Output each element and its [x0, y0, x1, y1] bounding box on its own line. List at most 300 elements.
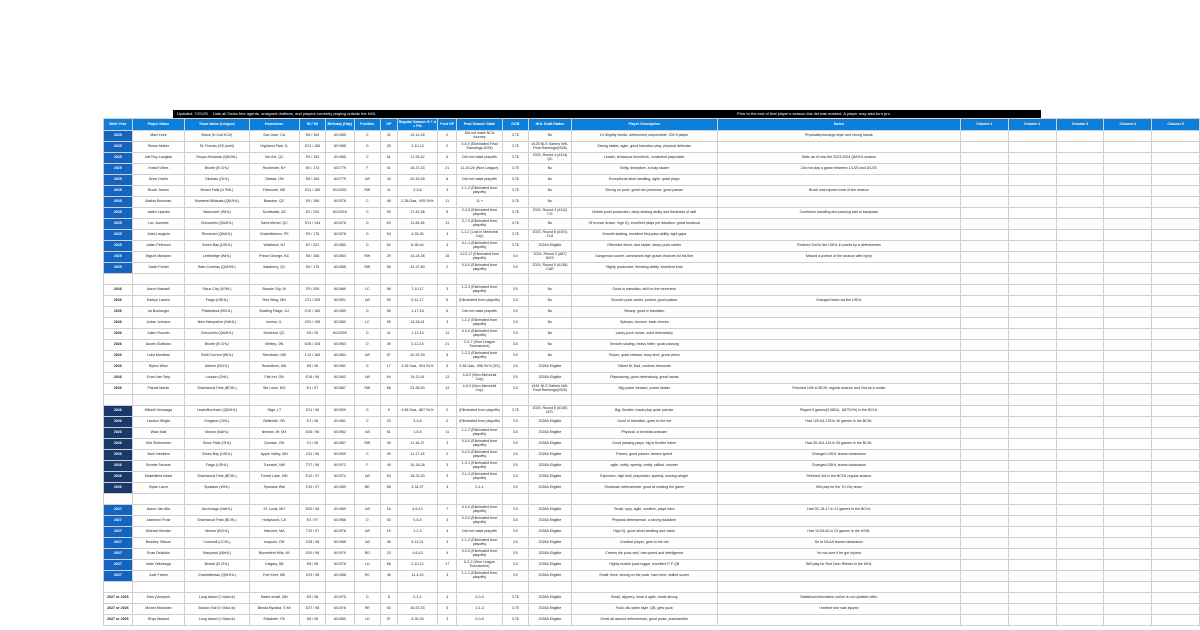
empty-cell[interactable]	[1104, 505, 1152, 516]
birth-year-cell[interactable]: 2027 or 2026	[104, 604, 133, 615]
birthday-cell[interactable]: 6/1/585	[326, 263, 355, 274]
post-gp-cell[interactable]: 11	[438, 428, 457, 439]
description-cell[interactable]: Dangerous scorer, commands high grade chances for his line	[571, 252, 717, 263]
empty-cell[interactable]	[1008, 296, 1056, 307]
draft-status-cell[interactable]: No	[528, 197, 571, 208]
description-cell[interactable]: Shutdown defenseman, good at reading the game	[571, 483, 717, 494]
team-cell[interactable]: Green Bay (USHL)	[185, 241, 249, 252]
notes-cell[interactable]: Stats as of now the 2023-2024 QMJHL season	[717, 153, 961, 164]
height-weight-cell[interactable]: 5'8 / 166	[299, 252, 325, 263]
post-stats-cell[interactable]: 2-3-5 (Eliminated from playoffs)	[457, 208, 502, 219]
empty-cell[interactable]	[1152, 340, 1200, 351]
empty-cell[interactable]	[961, 153, 1009, 164]
birthday-cell[interactable]: 6/1/576	[326, 230, 355, 241]
position-cell[interactable]: D	[354, 329, 380, 340]
dob-cell[interactable]: 3.5	[502, 362, 528, 373]
position-cell[interactable]: LW	[354, 472, 380, 483]
season-stats-cell[interactable]: 14-24-38	[397, 252, 438, 263]
post-gp-cell[interactable]: 4	[438, 483, 457, 494]
hometown-cell[interactable]: Newton JH, MX	[249, 428, 299, 439]
empty-cell[interactable]	[1152, 362, 1200, 373]
post-stats-cell[interactable]: 3.38 Gaa, .906 Sv% (DS)	[457, 362, 502, 373]
season-stats-cell[interactable]: 4.58 Gaa, .867 Sv%	[397, 406, 438, 417]
hometown-cell[interactable]: Salaberry, QC	[249, 263, 299, 274]
empty-cell[interactable]	[1008, 428, 1056, 439]
height-weight-cell[interactable]: 4'20 / 195	[299, 318, 325, 329]
empty-cell[interactable]	[457, 494, 502, 505]
empty-cell[interactable]	[1056, 263, 1104, 274]
team-cell[interactable]: Vernon (BCHL)	[185, 527, 249, 538]
hometown-cell[interactable]: Fort Kent, ME	[249, 571, 299, 582]
empty-cell[interactable]	[1008, 604, 1056, 615]
post-gp-cell[interactable]: 6	[438, 296, 457, 307]
dob-cell[interactable]: 3.75	[502, 142, 528, 153]
dob-cell[interactable]: 3.5	[502, 318, 528, 329]
season-stats-cell[interactable]: 17-25-42	[397, 153, 438, 164]
season-stats-cell[interactable]: 10-18-28	[397, 461, 438, 472]
post-stats-cell[interactable]: 1-1-2 (Eliminated from playoffs)	[457, 428, 502, 439]
height-weight-cell[interactable]: 5'8 / 96	[299, 362, 325, 373]
empty-cell[interactable]	[1152, 318, 1200, 329]
empty-cell[interactable]	[1104, 208, 1152, 219]
empty-cell[interactable]	[1152, 263, 1200, 274]
empty-cell[interactable]	[1056, 417, 1104, 428]
empty-cell[interactable]	[502, 582, 528, 593]
description-cell[interactable]: Big power forward, power skater	[571, 384, 717, 395]
dob-cell[interactable]: 3.75	[502, 164, 528, 175]
height-weight-cell[interactable]: 5'26 / 96	[299, 428, 325, 439]
height-weight-cell[interactable]: 2'0 / 205	[299, 285, 325, 296]
dob-cell[interactable]: 3.5	[502, 505, 528, 516]
notes-cell[interactable]	[717, 142, 961, 153]
notes-cell[interactable]	[717, 571, 961, 582]
empty-cell[interactable]	[1056, 549, 1104, 560]
post-stats-cell[interactable]: 11 +	[457, 197, 502, 208]
dob-cell[interactable]: 3.5	[502, 472, 528, 483]
empty-cell[interactable]	[326, 494, 355, 505]
post-gp-cell[interactable]: 6	[438, 175, 457, 186]
empty-cell[interactable]	[1056, 142, 1104, 153]
notes-cell[interactable]: Finished 10th in BCHL regular season and 2nd as a rookie	[717, 384, 961, 395]
empty-cell[interactable]	[1008, 307, 1056, 318]
season-stats-cell[interactable]: 11-4-15	[397, 571, 438, 582]
birth-year-cell[interactable]: 2026	[104, 384, 133, 395]
post-stats-cell[interactable]: 0-0-0 (Eliminated from playoffs)	[457, 549, 502, 560]
empty-cell[interactable]	[961, 593, 1009, 604]
empty-cell[interactable]	[1056, 582, 1104, 593]
empty-cell[interactable]	[961, 373, 1009, 384]
empty-cell[interactable]	[1152, 241, 1200, 252]
post-gp-cell[interactable]: 4	[438, 230, 457, 241]
team-cell[interactable]: Cornwall (CCHL)	[185, 538, 249, 549]
empty-cell[interactable]	[249, 395, 299, 406]
description-cell[interactable]: Fluid, dis optim style, QB, gets puck	[571, 604, 717, 615]
post-stats-cell[interactable]: 0-0-0	[457, 593, 502, 604]
post-stats-cell[interactable]: 0-1-1	[457, 483, 502, 494]
empty-cell[interactable]	[1104, 593, 1152, 604]
empty-cell[interactable]	[249, 274, 299, 285]
player-name-cell[interactable]: Byllon Wise	[132, 362, 185, 373]
empty-cell[interactable]	[1152, 461, 1200, 472]
empty-cell[interactable]	[1008, 252, 1056, 263]
birthday-cell[interactable]: 6/1/2001	[326, 186, 355, 197]
post-stats-cell[interactable]: 0-1-1 (Eliminated from playoffs)	[457, 241, 502, 252]
post-stats-cell[interactable]: (Eliminated from playoffs)	[457, 406, 502, 417]
team-cell[interactable]: Montreal Wildcats (QMJHL)	[185, 197, 249, 208]
gp-cell[interactable]: 58	[380, 483, 397, 494]
player-name-cell[interactable]: Bonnie Sevarie	[132, 461, 185, 472]
birth-year-cell[interactable]: 2026	[104, 450, 133, 461]
gp-cell[interactable]: 59	[380, 208, 397, 219]
empty-cell[interactable]	[1152, 208, 1200, 219]
description-cell[interactable]: Poised, good passer, decent speed	[571, 450, 717, 461]
height-weight-cell[interactable]: 3'10 / 97	[299, 483, 325, 494]
empty-cell[interactable]	[1104, 175, 1152, 186]
column-header[interactable]: Column 5	[1152, 119, 1200, 131]
post-gp-cell[interactable]: 13	[438, 384, 457, 395]
empty-cell[interactable]	[380, 395, 397, 406]
dob-cell[interactable]: 3.5	[502, 483, 528, 494]
hometown-cell[interactable]: Ottawa, ON	[249, 175, 299, 186]
empty-cell[interactable]	[1152, 560, 1200, 571]
empty-cell[interactable]	[961, 131, 1009, 142]
empty-cell[interactable]	[1104, 186, 1152, 197]
column-header[interactable]: Post Season Stats	[457, 119, 502, 131]
birthday-cell[interactable]: 6/1/962	[326, 428, 355, 439]
empty-cell[interactable]	[1104, 527, 1152, 538]
notes-cell[interactable]: Played 5 games(3.58GA, .887SV%) in the BCHL	[717, 406, 961, 417]
empty-cell[interactable]	[1008, 329, 1056, 340]
empty-cell[interactable]	[1008, 373, 1056, 384]
empty-cell[interactable]	[961, 417, 1009, 428]
post-stats-cell[interactable]: 1-2-3 (Eliminated from playoffs)	[457, 351, 502, 362]
draft-status-cell[interactable]: No	[528, 329, 571, 340]
empty-cell[interactable]	[397, 582, 438, 593]
hometown-cell[interactable]: Flat Irel, ON	[249, 373, 299, 384]
empty-cell[interactable]	[1008, 175, 1056, 186]
position-cell[interactable]: RW	[354, 263, 380, 274]
draft-status-cell[interactable]: No	[528, 219, 571, 230]
player-name-cell[interactable]: Zach Neebers	[132, 450, 185, 461]
hometown-cell[interactable]: Ironton, IL	[249, 318, 299, 329]
draft-status-cell[interactable]: 2024, Round 4 (#114) QC	[528, 153, 571, 164]
draft-status-cell[interactable]: 2026A Eligible	[528, 461, 571, 472]
height-weight-cell[interactable]: 6'1 / 97	[299, 384, 325, 395]
draft-status-cell[interactable]: 2026A Eligible	[528, 571, 571, 582]
gp-cell[interactable]: 8	[380, 593, 397, 604]
empty-cell[interactable]	[1008, 538, 1056, 549]
hometown-cell[interactable]: Rochester, NY	[249, 164, 299, 175]
empty-cell[interactable]	[1008, 450, 1056, 461]
empty-cell[interactable]	[1008, 417, 1056, 428]
notes-cell[interactable]	[717, 428, 961, 439]
team-cell[interactable]: Charlottetown (QMJHL)	[185, 571, 249, 582]
season-stats-cell[interactable]: 16-57-53	[397, 604, 438, 615]
empty-cell[interactable]	[1056, 494, 1104, 505]
empty-cell[interactable]	[961, 164, 1009, 175]
empty-cell[interactable]	[457, 395, 502, 406]
empty-cell[interactable]	[1104, 384, 1152, 395]
season-stats-cell[interactable]: 1-2-3	[397, 527, 438, 538]
empty-cell[interactable]	[1152, 164, 1200, 175]
position-cell[interactable]: LW	[354, 296, 380, 307]
post-stats-cell[interactable]: Did not make NCA tourney	[457, 131, 502, 142]
season-stats-cell[interactable]: 3-34-37	[397, 483, 438, 494]
hometown-cell[interactable]: Whitby, ON	[249, 340, 299, 351]
description-cell[interactable]: Highly mobile puck lugger, excellent P P QB	[571, 560, 717, 571]
post-gp-cell[interactable]: 3	[438, 615, 457, 626]
empty-cell[interactable]	[1008, 505, 1056, 516]
team-cell[interactable]: Chicoutimi (QMJHL)	[185, 329, 249, 340]
empty-cell[interactable]	[1056, 571, 1104, 582]
season-stats-cell[interactable]: 0-5-5	[397, 516, 438, 527]
empty-cell[interactable]	[299, 274, 325, 285]
draft-status-cell[interactable]: No	[528, 318, 571, 329]
description-cell[interactable]: Good in transition, skill on the forecheck	[571, 285, 717, 296]
empty-cell[interactable]	[1008, 549, 1056, 560]
empty-cell[interactable]	[1056, 560, 1104, 571]
dob-cell[interactable]: 3.75	[502, 131, 528, 142]
post-gp-cell[interactable]: 3	[438, 461, 457, 472]
birth-year-cell[interactable]: 2026	[104, 472, 133, 483]
empty-cell[interactable]	[717, 494, 961, 505]
player-name-cell[interactable]: Drew Garfin	[132, 175, 185, 186]
gp-cell[interactable]: 23	[380, 549, 397, 560]
description-cell[interactable]: Physical, a formidal unaware	[571, 428, 717, 439]
empty-cell[interactable]	[1008, 571, 1056, 582]
empty-cell[interactable]	[132, 395, 185, 406]
empty-cell[interactable]	[961, 263, 1009, 274]
notes-cell[interactable]: Changed USHL teams midseason	[717, 450, 961, 461]
birthday-cell[interactable]: 6/1/909	[326, 406, 355, 417]
post-gp-cell[interactable]: 11	[438, 219, 457, 230]
team-cell[interactable]: Bronte (B CHL)	[185, 560, 249, 571]
position-cell[interactable]: LW	[354, 428, 380, 439]
draft-status-cell[interactable]: 2026A Eligible	[528, 549, 571, 560]
draft-status-cell[interactable]: 2026A Eligible	[528, 417, 571, 428]
birth-year-cell[interactable]: 2025	[104, 208, 133, 219]
position-cell[interactable]: C	[354, 131, 380, 142]
empty-cell[interactable]	[1152, 604, 1200, 615]
season-stats-cell[interactable]: 9-12-21	[397, 538, 438, 549]
player-name-cell[interactable]: Julian Peterson	[132, 241, 185, 252]
team-cell[interactable]: Long Island (I Vidal dr)	[185, 615, 249, 626]
position-cell[interactable]: F	[354, 461, 380, 472]
position-cell[interactable]: C	[354, 417, 380, 428]
empty-cell[interactable]	[1152, 197, 1200, 208]
empty-cell[interactable]	[1152, 406, 1200, 417]
hometown-cell[interactable]: Scottsdale, AZ	[249, 208, 299, 219]
dob-cell[interactable]: 3.75	[502, 230, 528, 241]
position-cell[interactable]: RW	[354, 439, 380, 450]
post-stats-cell[interactable]: 2-1-3 (Eliminated from playoffs)	[457, 472, 502, 483]
player-name-cell[interactable]: Julien Rouvier	[132, 329, 185, 340]
notes-cell[interactable]: I'm not sure if he got injured	[717, 549, 961, 560]
empty-cell[interactable]	[1008, 582, 1056, 593]
gp-cell[interactable]: 68	[380, 560, 397, 571]
column-header[interactable]: NHL Draft Status	[528, 119, 571, 131]
height-weight-cell[interactable]: 5'9 / 175	[299, 230, 325, 241]
gp-cell[interactable]: 62	[380, 241, 397, 252]
season-stats-cell[interactable]: 8-36-44	[397, 241, 438, 252]
birthday-cell[interactable]: 6/1/576	[326, 219, 355, 230]
empty-cell[interactable]	[502, 395, 528, 406]
hometown-cell[interactable]: Montreal, QC	[249, 329, 299, 340]
notes-cell[interactable]: Finished 3rd in the BCHL regular season	[717, 472, 961, 483]
empty-cell[interactable]	[1104, 362, 1152, 373]
height-weight-cell[interactable]: 4'11 / 96	[299, 450, 325, 461]
hometown-cell[interactable]: Bonnie City, IA	[249, 285, 299, 296]
empty-cell[interactable]	[1008, 516, 1056, 527]
height-weight-cell[interactable]: 1'12 / 165	[299, 351, 325, 362]
empty-cell[interactable]	[1152, 285, 1200, 296]
team-cell[interactable]: Alberni (BCHL)	[185, 362, 249, 373]
post-gp-cell[interactable]: 4	[438, 549, 457, 560]
team-cell[interactable]: Kingston (OHL)	[185, 417, 249, 428]
post-stats-cell[interactable]: 1-1-2 (Eliminated from playoffs)	[457, 571, 502, 582]
column-header[interactable]: Hometown	[249, 119, 299, 131]
gp-cell[interactable]: 9	[380, 406, 397, 417]
hometown-cell[interactable]: Iroquois, ON	[249, 538, 299, 549]
notes-cell[interactable]: Had 0C-34-17 in 21 games in the BCHL	[717, 505, 961, 516]
birth-year-cell[interactable]: 2027	[104, 516, 133, 527]
team-cell[interactable]: Fargo (USHL)	[185, 461, 249, 472]
gp-cell[interactable]: 63	[380, 604, 397, 615]
birth-year-cell[interactable]: 2026	[104, 417, 133, 428]
post-stats-cell[interactable]: 0-0-0 (Eliminated from playoffs)	[457, 516, 502, 527]
empty-cell[interactable]	[961, 571, 1009, 582]
player-name-cell[interactable]: Miguel Marquez	[132, 252, 185, 263]
player-name-cell[interactable]: Makedfield Infant	[132, 472, 185, 483]
empty-cell[interactable]	[1056, 186, 1104, 197]
description-cell[interactable]: Big, flexible, reads play quite precise	[571, 406, 717, 417]
season-stats-cell[interactable]: 4-6-10	[397, 505, 438, 516]
draft-status-cell[interactable]: #161 NLS Sabres NHL Final Rankings(2025)	[528, 384, 571, 395]
notes-cell[interactable]	[717, 615, 961, 626]
team-cell[interactable]: Moose (NAHL)	[185, 428, 249, 439]
hometown-cell[interactable]: Calgary, AB	[249, 560, 299, 571]
season-stats-cell[interactable]: 17-41-58	[397, 208, 438, 219]
hometown-cell[interactable]: Bowling Ridge, NJ	[249, 307, 299, 318]
player-name-cell[interactable]: Kristof Vibes	[132, 164, 185, 175]
player-name-cell[interactable]: Mikaeli Vernaaga	[132, 406, 185, 417]
birth-year-cell[interactable]: 2026	[104, 351, 133, 362]
empty-cell[interactable]	[1152, 472, 1200, 483]
empty-cell[interactable]	[438, 494, 457, 505]
position-cell[interactable]: LW	[354, 351, 380, 362]
hometown-cell[interactable]: Steinbach, MB	[249, 351, 299, 362]
empty-cell[interactable]	[185, 494, 249, 505]
birth-year-cell[interactable]: 2025	[104, 252, 133, 263]
birthday-cell[interactable]: 6/1/779	[326, 175, 355, 186]
hometown-cell[interactable]: Maine email, MN	[249, 593, 299, 604]
position-cell[interactable]: D	[354, 516, 380, 527]
empty-cell[interactable]	[299, 582, 325, 593]
player-name-cell[interactable]: Pascal Marsh	[132, 384, 185, 395]
empty-cell[interactable]	[1056, 131, 1104, 142]
empty-cell[interactable]	[1104, 483, 1152, 494]
notes-cell[interactable]: Will play for the Tri-City team	[717, 483, 961, 494]
player-name-cell[interactable]: Mavi Lees	[132, 131, 185, 142]
description-cell[interactable]: Small, thick, strong on the puck, hard shot, skilled scorer	[571, 571, 717, 582]
season-stats-cell[interactable]: 2-10-12	[397, 560, 438, 571]
empty-cell[interactable]	[1008, 274, 1056, 285]
hometown-cell[interactable]: Tunnelel, NW	[249, 461, 299, 472]
position-cell[interactable]: F	[354, 164, 380, 175]
dob-cell[interactable]: 3.75	[502, 604, 528, 615]
empty-cell[interactable]	[326, 582, 355, 593]
empty-cell[interactable]	[1056, 373, 1104, 384]
empty-cell[interactable]	[1104, 164, 1152, 175]
empty-cell[interactable]	[1008, 219, 1056, 230]
hometown-cell[interactable]: Elizabeth, PA	[249, 615, 299, 626]
post-stats-cell[interactable]: 2-7-9 (Eliminated from playoffs)	[457, 219, 502, 230]
empty-cell[interactable]	[397, 274, 438, 285]
description-cell[interactable]: Physical defenseman, a strong backliner	[571, 516, 717, 527]
dob-cell[interactable]: 3.5	[502, 571, 528, 582]
post-gp-cell[interactable]: 7	[438, 505, 457, 516]
height-weight-cell[interactable]: 4'10 / 185	[299, 307, 325, 318]
post-gp-cell[interactable]: 3	[438, 439, 457, 450]
gp-cell[interactable]: 61	[380, 153, 397, 164]
empty-cell[interactable]	[961, 175, 1009, 186]
birthday-cell[interactable]: 6/1/580	[326, 241, 355, 252]
dob-cell[interactable]: 3.5	[502, 417, 528, 428]
position-cell[interactable]: LC	[354, 318, 380, 329]
team-cell[interactable]: Pilakelatoa (BCHL)	[185, 307, 249, 318]
empty-cell[interactable]	[1008, 406, 1056, 417]
empty-cell[interactable]	[1104, 252, 1152, 263]
notes-cell[interactable]	[717, 351, 961, 362]
post-gp-cell[interactable]: 11	[438, 329, 457, 340]
post-stats-cell[interactable]: 4-5-9 (Won Memorial Cup)	[457, 384, 502, 395]
empty-cell[interactable]	[1008, 593, 1056, 604]
player-name-cell[interactable]: Simon Moker	[132, 142, 185, 153]
position-cell[interactable]: D	[354, 230, 380, 241]
team-cell[interactable]: St. Francis (SS prohl)	[185, 142, 249, 153]
empty-cell[interactable]	[1056, 472, 1104, 483]
draft-status-cell[interactable]: No	[528, 164, 571, 175]
empty-cell[interactable]	[1104, 582, 1152, 593]
dob-cell[interactable]: 3.75	[502, 406, 528, 417]
empty-cell[interactable]	[1104, 230, 1152, 241]
height-weight-cell[interactable]: 6'2 / 201	[299, 241, 325, 252]
draft-status-cell[interactable]: 2026A Eligible	[528, 439, 571, 450]
height-weight-cell[interactable]: 4'29 / 98	[299, 571, 325, 582]
empty-cell[interactable]	[528, 582, 571, 593]
empty-cell[interactable]	[961, 219, 1009, 230]
birthday-cell[interactable]: 6/1/981	[326, 362, 355, 373]
empty-cell[interactable]	[1152, 142, 1200, 153]
position-cell[interactable]: LW	[354, 538, 380, 549]
notes-cell[interactable]: Had 120-54-178 in 30 games in the BCHL	[717, 417, 961, 428]
empty-cell[interactable]	[1056, 274, 1104, 285]
empty-cell[interactable]	[354, 274, 380, 285]
empty-cell[interactable]	[961, 307, 1009, 318]
gp-cell[interactable]: 58	[380, 263, 397, 274]
team-cell[interactable]: Rouyn-Noranda (QMJHL)	[185, 153, 249, 164]
hometown-cell[interactable]: Hanover, MA	[249, 527, 299, 538]
empty-cell[interactable]	[326, 274, 355, 285]
hometown-cell[interactable]: Forest Lake, MN	[249, 472, 299, 483]
team-cell[interactable]: Green Bay (USHL)	[185, 450, 249, 461]
team-cell[interactable]: Fargo (USHL)	[185, 296, 249, 307]
draft-status-cell[interactable]: No	[528, 296, 571, 307]
empty-cell[interactable]	[1056, 505, 1104, 516]
birth-year-cell[interactable]: 2027 or 2026	[104, 615, 133, 626]
team-cell[interactable]: Maryland (NAHL)	[185, 549, 249, 560]
player-name-cell[interactable]: Ira Boulanger	[132, 307, 185, 318]
